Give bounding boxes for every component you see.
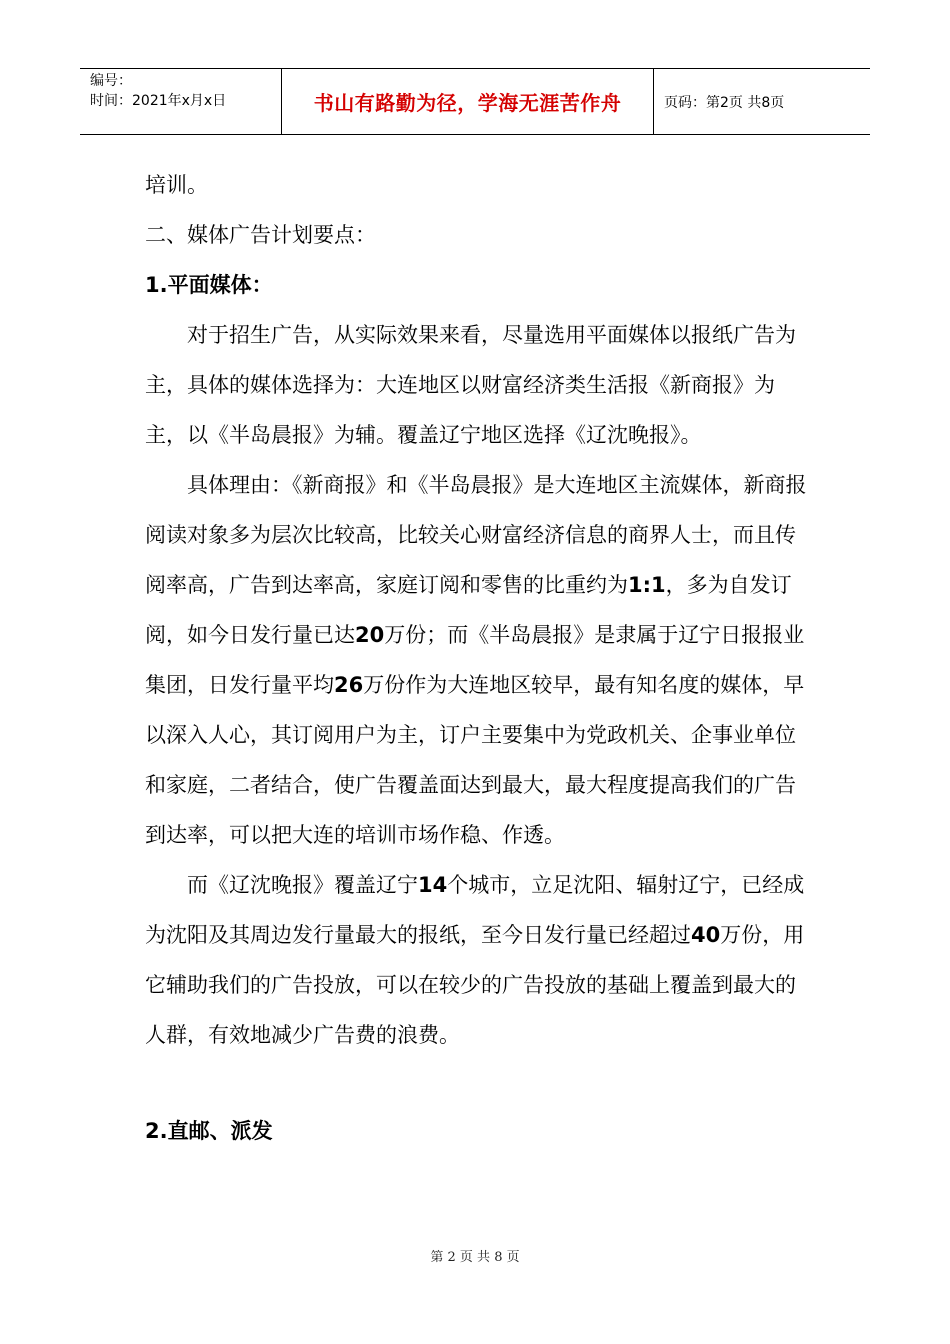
section-heading: 二、媒体广告计划要点： [145,223,376,247]
text-run: 个城市，立足沈阳、辐射辽宁，已经成为沈阳及其周边发行量最大的报纸，至今日发行量已经超过 [145,873,805,947]
number-run: 1:1 [628,573,666,597]
spacer [145,1060,810,1106]
paragraph-continuation: 培训。 [145,173,208,197]
header-time-label: 时间：2021年x月x日 [90,93,227,109]
number-run: 20 [355,623,385,647]
number-run: 40 [691,923,721,947]
number-run: 26 [334,673,364,697]
paragraph-reasons [145,460,810,860]
header-number-label: 编号： [90,73,132,89]
text-run: 而《辽沈晚报》覆盖辽宁 [187,873,418,897]
header-page-info: 页码：第2页 共8页 [664,94,785,111]
text-run: 万份，用它辅助我们的广告投放，可以在较少的广告投放的基础上覆盖到最大的人群，有效地减少广告费的浪费。 [145,923,805,1047]
header-meta [80,69,282,134]
text-run: 具体理由：《新商报》和《半岛晨报》是大连地区主流媒体，新商报阅读对象多为层次比较高，比较关心财富经济信息的商界人士，而且传阅率高，广告到达率高，家庭订阅和零售的比重约为 [145,473,807,597]
subheading-direct-mail: 2.直邮、派发 [145,1119,273,1143]
subheading-print-media: 1.平面媒体： [145,273,273,297]
header-motto: 书山有路勤为径，学海无涯苦作舟 [313,91,622,115]
page-header [80,68,870,135]
document-body [145,160,810,1156]
page-footer: 第 2 页 共 8 页 [430,1250,520,1265]
text-run: 万份作为大连地区较早，最有知名度的媒体，早以深入人心，其订阅用户为主，订户主要集中为党政机关、企事业单位和家庭，二者结合，使广告覆盖面达到最大，最大程度提高我们的广告到达率，可以把大连的培训市场作稳、作透。 [145,673,805,847]
number-run: 14 [418,873,448,897]
text-run: 万份；而《半岛晨报》是隶属于辽宁日报报业集团，日发行量平均 [145,623,805,697]
header-motto-cell [282,69,654,134]
paragraph-print-media-choice: 对于招生广告，从实际效果来看，尽量选用平面媒体以报纸广告为主，具体的媒体选择为：大连地区以财富经济类生活报《新商报》为主，以《半岛晨报》为辅。覆盖辽宁地区选择《辽沈晚报》。 [145,323,796,447]
paragraph-liaoshen [145,860,810,1060]
text-run: ，多为自发订阅，如今日发行量已达 [145,573,792,647]
